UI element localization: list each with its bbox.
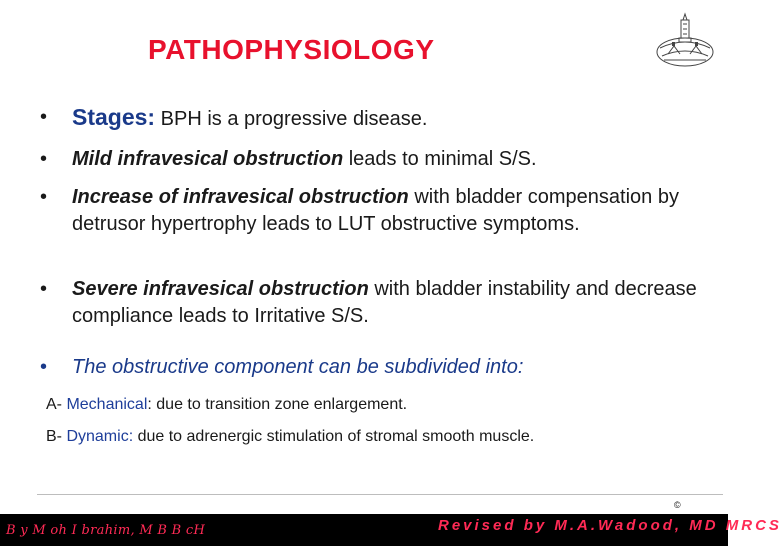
bullet-lead: Severe infravesical obstruction — [72, 278, 369, 300]
bullet-dot: • — [40, 186, 48, 208]
bullet-severe — [40, 276, 700, 330]
bullet-text: with bladder instability and decrease compliance leads to Irritative S/S. — [72, 278, 697, 327]
bullet-mild — [40, 146, 700, 173]
subitem-prefix: B- — [46, 428, 67, 445]
bullet-text: BPH is a progressive disease. — [155, 108, 428, 130]
subitem-dynamic — [46, 428, 534, 446]
university-crest-icon — [654, 12, 716, 70]
subitem-mechanical — [46, 396, 407, 414]
bullet-obstructive-component — [40, 354, 700, 381]
bullet-lead: Stages: — [72, 104, 156, 130]
bullet-dot: • — [40, 106, 48, 128]
subitem-keyword: Dynamic: — [66, 428, 134, 445]
bullet-stages — [40, 104, 700, 133]
footer-reviser: Revised by M.A.Wadood, MD MRCS — [438, 517, 782, 534]
footer-divider — [37, 494, 723, 495]
bullet-text: The obstructive component can be subdivided into: — [72, 356, 524, 378]
subitem-text: : due to transition zone enlargement. — [147, 396, 408, 413]
bullet-lead: Mild infravesical obstruction — [72, 148, 344, 170]
copyright-mark: © — [674, 500, 681, 510]
subitem-prefix: A- — [46, 396, 67, 413]
bullet-dot: • — [40, 148, 48, 170]
subitem-text: due to adrenergic stimulation of stromal smooth muscle. — [133, 428, 535, 445]
bullet-dot: • — [40, 356, 48, 378]
footer-author: B y M oh I brahim, M B B cH — [6, 523, 206, 538]
bullet-increase — [40, 184, 700, 238]
bullet-lead: Increase of infravesical obstruction — [72, 186, 409, 208]
bullet-dot: • — [40, 278, 48, 300]
footer-bar — [0, 514, 782, 546]
bullet-text: leads to minimal S/S. — [343, 148, 537, 170]
bullet-text: with bladder compensation by detrusor hypertrophy leads to LUT obstructive symptoms. — [72, 186, 679, 235]
subitem-keyword: Mechanical — [66, 396, 148, 413]
slide-title: PATHOPHYSIOLOGY — [148, 34, 435, 65]
